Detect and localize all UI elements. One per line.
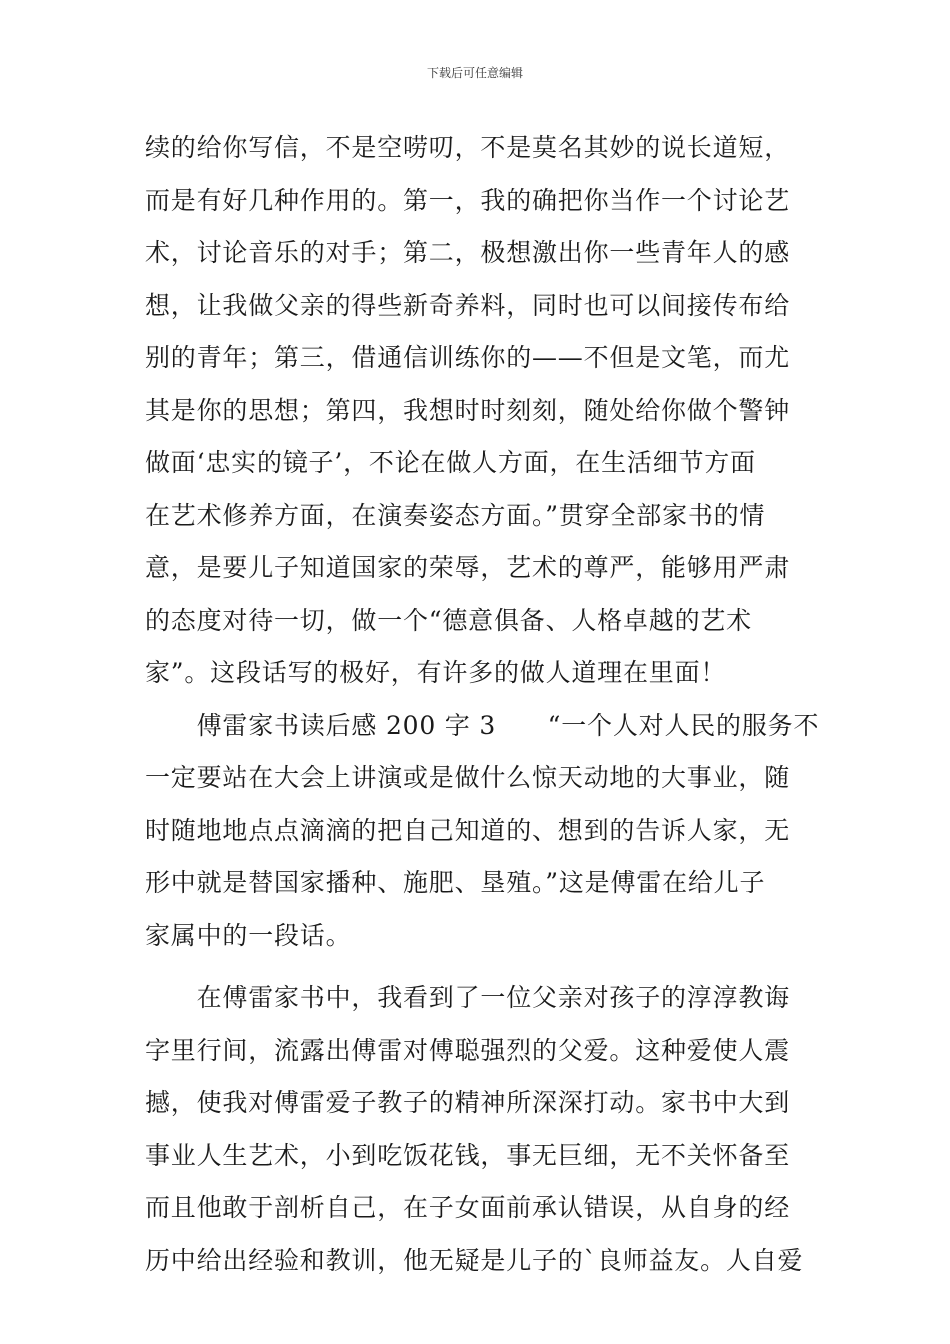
text-line: 其是你的思想；第四，我想时时刻刻，随处给你做个警钟 xyxy=(145,395,791,425)
text-line: 历中给出经验和教训，他无疑是儿子的`良师益友。人自爱 xyxy=(145,1245,804,1275)
text-line: 续的给你写信，不是空唠叨，不是莫名其妙的说长道短， xyxy=(145,133,791,162)
section-heading-line: 傅雷家书读后感 200 字 3 “一个人对人民的服务不 xyxy=(145,710,820,740)
text-line: 在艺术修养方面，在演奏姿态方面。”贯穿全部家书的情 xyxy=(145,500,766,530)
text-line: 而是有好几种作用的。第一，我的确把你当作一个讨论艺 xyxy=(145,185,791,215)
text-line: 时随地地点点滴滴的把自己知道的、想到的告诉人家，无 xyxy=(145,815,791,845)
text-line: 的态度对待一切，做一个“德意俱备、人格卓越的艺术 xyxy=(145,605,752,635)
text-line: 术，讨论音乐的对手；第二，极想激出你一些青年人的感 xyxy=(145,238,791,267)
text-line: 事业人生艺术，小到吃饭花钱，事无巨细，无不关怀备至 xyxy=(145,1140,791,1170)
text-line: 字里行间，流露出傅雷对傅聪强烈的父爱。这种爱使人震 xyxy=(145,1035,791,1065)
text-line: 而且他敢于剖析自己，在子女面前承认错误，从自身的经 xyxy=(145,1193,791,1222)
text-line: 形中就是替国家播种、施肥、垦殖。”这是傅雷在给儿子 xyxy=(145,868,766,897)
text-line: 家”。这段话写的极好，有许多的做人道理在里面！ xyxy=(145,658,727,687)
text-line: 家属中的一段话。 xyxy=(145,920,352,950)
paragraph-gap xyxy=(145,962,810,972)
page-header: 下载后可任意编辑 xyxy=(426,66,523,80)
text-line: 别的青年；第三，借通信训练你的——不但是文笔，而尤 xyxy=(145,343,791,372)
text-line: 做面‘忠实的镜子’，不论在做人方面，在生活细节方面 xyxy=(145,448,756,477)
text-line: 意，是要儿子知道国家的荣辱，艺术的尊严，能够用严肃 xyxy=(145,553,791,582)
text-line: 在傅雷家书中，我看到了一位父亲对孩子的淳淳教诲 xyxy=(145,983,791,1012)
document-body xyxy=(145,122,820,1287)
text-line: 一定要站在大会上讲演或是做什么惊天动地的大事业，随 xyxy=(145,763,791,792)
text-line: 想，让我做父亲的得些新奇养料，同时也可以间接传布给 xyxy=(145,290,791,320)
text-line: 撼，使我对傅雷爱子教子的精神所深深打动。家书中大到 xyxy=(145,1088,791,1117)
